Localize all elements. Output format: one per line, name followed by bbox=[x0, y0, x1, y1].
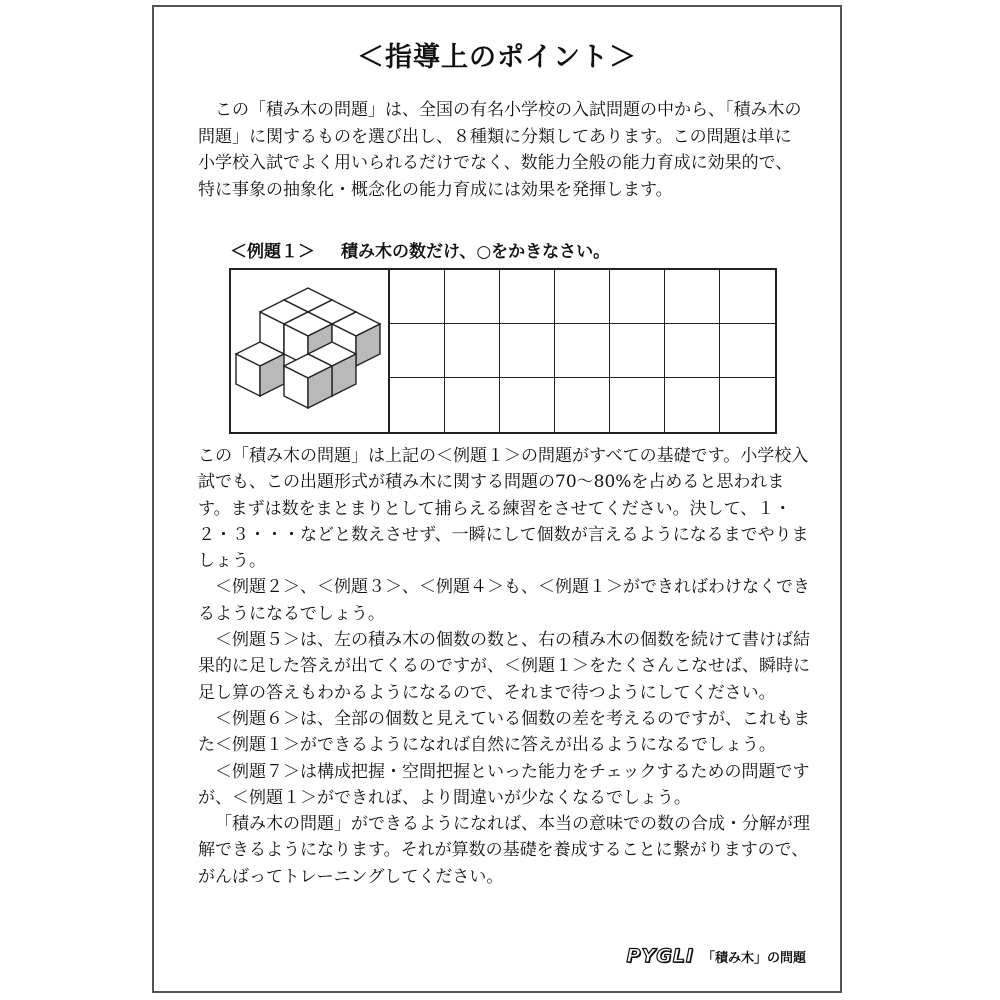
guidance-paragraph: ＜例題５＞は、左の積み木の個数の数と、右の積み木の個数を続けて書けば結果的に足した答えが出てくるのですが、＜例題１＞をたくさんこなせば、瞬時に足し算の答えもわかるようになるので、それまで待つようにしてください。 bbox=[198, 630, 810, 703]
answer-cell[interactable] bbox=[610, 378, 665, 432]
page-title: ＜指導上のポイント＞ bbox=[357, 42, 637, 73]
answer-cell[interactable] bbox=[720, 270, 775, 324]
answer-cell[interactable] bbox=[665, 324, 720, 378]
answer-cell[interactable] bbox=[500, 270, 555, 324]
example-task: 積み木の数だけ、○をかきなさい。 bbox=[341, 242, 611, 262]
example-figure bbox=[229, 268, 777, 434]
guidance-paragraph: この「積み木の問題」は上記の＜例題１＞の問題がすべての基礎です。小学校入試でも、この出題形式が積み木に関する問題の70～80%を占めると思われます。まずは数をまとまりとして捕らえる練習をさせてください。決して、１・２・３・・・などと数えさせず、一瞬にして個数が言えるようになるまでやりましょう。 bbox=[198, 446, 809, 572]
answer-grid[interactable] bbox=[390, 270, 775, 432]
answer-cell[interactable] bbox=[555, 378, 610, 432]
answer-cell[interactable] bbox=[665, 270, 720, 324]
cube bbox=[236, 342, 284, 396]
guidance-paragraph: 「積み木の問題」ができるようになれば、本当の意味での数の合成・分解が理解できるようになります。それが算数の基礎を養成することに繋がりますので、がんばってトレーニングしてください。 bbox=[198, 814, 810, 887]
answer-cell[interactable] bbox=[500, 324, 555, 378]
answer-cell[interactable] bbox=[445, 270, 500, 324]
answer-cell[interactable] bbox=[555, 324, 610, 378]
answer-cell[interactable] bbox=[390, 378, 445, 432]
answer-cell[interactable] bbox=[390, 324, 445, 378]
answer-cell[interactable] bbox=[445, 378, 500, 432]
series-name: 「積み木」の問題 bbox=[701, 950, 806, 966]
stacked-cubes-drawing bbox=[231, 270, 388, 432]
brand-logo: PYGLI bbox=[626, 945, 694, 967]
guidance-paragraph: ＜例題２＞、＜例題３＞、＜例題４＞も、＜例題１＞ができればわけなくできるようになるでしょう。 bbox=[198, 577, 810, 624]
intro-paragraph: この「積み木の問題」は、全国の有名小学校の入試問題の中から、「積み木の問題」に関するものを選び出し、８種類に分類してあります。この問題は単に小学校入試でよく用いられるだけでなく、数能力全般の能力育成に効果的で、特に事象の抽象化・概念化の能力育成には効果を発揮します。 bbox=[198, 100, 802, 200]
answer-cell[interactable] bbox=[610, 270, 665, 324]
example-heading bbox=[230, 237, 610, 262]
example-label: ＜例題１＞ bbox=[230, 242, 315, 262]
cube bbox=[284, 354, 332, 408]
answer-cell[interactable] bbox=[445, 324, 500, 378]
block-stack-illustration bbox=[231, 270, 390, 432]
worksheet-page bbox=[152, 5, 842, 993]
answer-cell[interactable] bbox=[665, 378, 720, 432]
guidance-text bbox=[198, 443, 810, 890]
answer-cell[interactable] bbox=[555, 270, 610, 324]
answer-cell[interactable] bbox=[610, 324, 665, 378]
answer-cell[interactable] bbox=[500, 378, 555, 432]
answer-cell[interactable] bbox=[390, 270, 445, 324]
guidance-paragraph: ＜例題６＞は、全部の個数と見えている個数の差を考えるのですが、これもまた＜例題１＞ができるようになれば自然に答えが出るようになるでしょう。 bbox=[198, 708, 810, 756]
footer bbox=[627, 945, 806, 967]
answer-cell[interactable] bbox=[720, 324, 775, 378]
guidance-paragraph: ＜例題７＞は構成把握・空間把握といった能力をチェックするための問題ですが、＜例題１＞ができれば、より間違いが少なくなるでしょう。 bbox=[198, 761, 810, 808]
answer-cell[interactable] bbox=[720, 378, 775, 432]
